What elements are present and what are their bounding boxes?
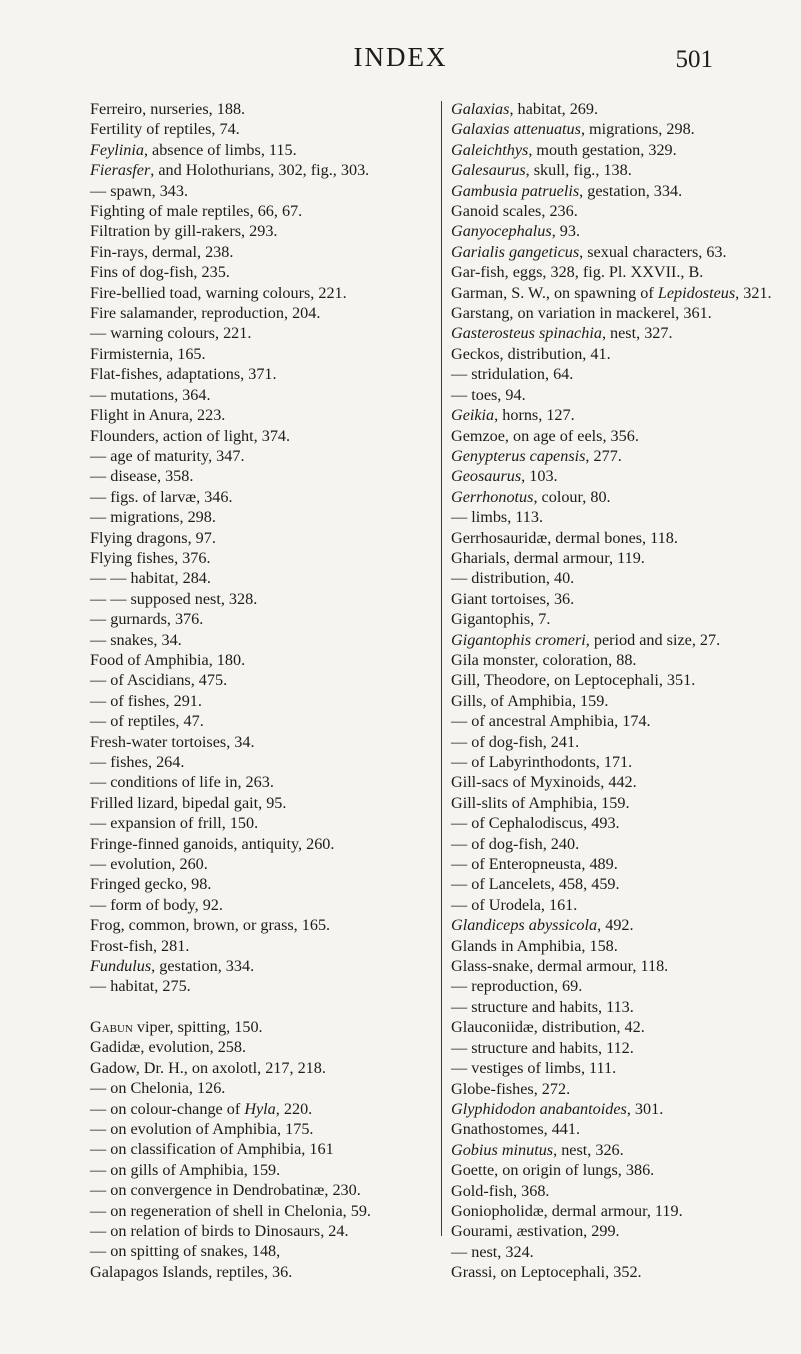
- index-entry: Gnathostomes, 441.: [451, 1120, 581, 1139]
- index-entry: Gadidæ, evolution, 258.: [90, 1038, 247, 1057]
- index-entry: — of Urodela, 161.: [451, 895, 578, 914]
- index-entry: — of fishes, 291.: [90, 691, 202, 710]
- index-entry: Geckos, distribution, 41.: [451, 344, 611, 363]
- index-entry: Galeichthys, mouth gestation, 329.: [451, 140, 677, 159]
- index-entry: — of reptiles, 47.: [90, 712, 204, 731]
- index-entry: — toes, 94.: [451, 385, 526, 404]
- index-entry: Gabun viper, spitting, 150.: [90, 1017, 263, 1036]
- index-entry: — age of maturity, 347.: [90, 446, 245, 465]
- index-entry: Gigantophis cromeri, period and size, 27.: [451, 630, 721, 649]
- index-entry: Flounders, action of light, 374.: [90, 426, 291, 445]
- index-entry: Goette, on origin of lungs, 386.: [451, 1161, 655, 1180]
- index-entry: Grassi, on Leptocephali, 352.: [451, 1263, 642, 1282]
- index-entry: Gigantophis, 7.: [451, 610, 551, 629]
- running-head-title: INDEX: [353, 42, 448, 72]
- index-entry: — of Cephalodiscus, 493.: [451, 814, 620, 833]
- index-entry: Gold-fish, 368.: [451, 1181, 550, 1200]
- index-entry: Gar-fish, eggs, 328, fig. Pl. XXVII., B.: [451, 263, 704, 282]
- index-entry: — of dog-fish, 240.: [451, 834, 580, 853]
- index-entry: Geikia, horns, 127.: [451, 406, 575, 425]
- index-entry: — figs. of larvæ, 346.: [90, 487, 233, 506]
- index-entry: Gila monster, coloration, 88.: [451, 650, 637, 669]
- index-entry: Geosaurus, 103.: [451, 467, 558, 486]
- index-entry: — fishes, 264.: [90, 753, 185, 771]
- index-entry: Gill, Theodore, on Leptocephali, 351.: [451, 671, 696, 690]
- index-entry: — on gills of Amphibia, 159.: [90, 1160, 281, 1179]
- index-entry: — on colour-change of Hyla, 220.: [90, 1099, 313, 1118]
- index-entry: Filtration by gill-rakers, 293.: [90, 222, 278, 241]
- index-entry: — of Lancelets, 458, 459.: [451, 875, 620, 894]
- index-entry: Food of Amphibia, 180.: [90, 650, 246, 669]
- column-divider: [441, 101, 442, 1236]
- index-entry: Gill-slits of Amphibia, 159.: [451, 793, 630, 812]
- index-entry: — — supposed nest, 328.: [90, 589, 258, 608]
- index-entry: — expansion of frill, 150.: [90, 814, 259, 833]
- index-entry: Gasterosteus spinachia, nest, 327.: [451, 324, 673, 343]
- index-entry: Ganyocephalus, 93.: [451, 222, 581, 241]
- index-entry: Glauconiidæ, distribution, 42.: [451, 1018, 645, 1037]
- index-entry: Fin-rays, dermal, 238.: [90, 242, 234, 261]
- index-entry: — of dog-fish, 241.: [451, 732, 580, 751]
- index-entry: — structure and habits, 113.: [451, 997, 634, 1016]
- index-entry: — distribution, 40.: [451, 569, 575, 588]
- index-entry: Frost-fish, 281.: [90, 936, 190, 955]
- index-entry: — of Enteropneusta, 489.: [451, 855, 618, 874]
- index-entry: Flat-fishes, adaptations, 371.: [90, 365, 277, 384]
- page-header: [0, 42, 801, 82]
- index-entry: Garman, S. W., on spawning of Lepidosteus, 321.: [451, 283, 772, 302]
- index-entry: Fresh-water tortoises, 34.: [90, 732, 255, 751]
- index-entry: Flying fishes, 376.: [90, 548, 211, 567]
- index-entry: Fundulus, gestation, 334.: [90, 957, 255, 976]
- index-entry: — migrations, 298.: [90, 508, 216, 527]
- page-number: 501: [675, 46, 713, 73]
- section-gap: [90, 997, 420, 1017]
- index-entry: Gambusia patruelis, gestation, 334.: [451, 181, 683, 200]
- index-entry: Fierasfer, and Holothurians, 302, fig., 303.: [90, 161, 370, 180]
- index-entry: — of Labyrinthodonts, 171.: [451, 753, 633, 771]
- index-entry: Fins of dog-fish, 235.: [90, 263, 230, 282]
- index-entry: Gerrhosauridæ, dermal bones, 118.: [451, 528, 678, 547]
- index-entry: — limbs, 113.: [451, 508, 544, 527]
- index-entry: Giant tortoises, 36.: [451, 589, 575, 608]
- index-entry: Frog, common, brown, or grass, 165.: [90, 916, 331, 935]
- index-entry: Fringed gecko, 98.: [90, 875, 212, 894]
- index-entry: — warning colours, 221.: [90, 324, 252, 343]
- index-entry: Fringe-finned ganoids, antiquity, 260.: [90, 834, 335, 853]
- index-entry: Glands in Amphibia, 158.: [451, 936, 618, 955]
- index-entry: — on evolution of Amphibia, 175.: [90, 1119, 314, 1138]
- index-entry: Feylinia, absence of limbs, 115.: [90, 140, 297, 159]
- index-entry: — reproduction, 69.: [451, 977, 583, 996]
- index-entry: Glass-snake, dermal armour, 118.: [451, 957, 669, 976]
- index-entry: Frilled lizard, bipedal gait, 95.: [90, 793, 287, 812]
- index-entry: Galaxias attenuatus, migrations, 298.: [451, 120, 695, 139]
- index-entry: — of ancestral Amphibia, 174.: [451, 712, 651, 731]
- index-entry: Gharials, dermal armour, 119.: [451, 548, 645, 567]
- index-entry: Gills, of Amphibia, 159.: [451, 691, 609, 710]
- index-entry: Gourami, æstivation, 299.: [451, 1222, 620, 1241]
- index-entry: Gill-sacs of Myxinoids, 442.: [451, 773, 637, 792]
- index-entry: Flying dragons, 97.: [90, 528, 216, 547]
- index-entry: — on spitting of snakes, 148,: [90, 1242, 281, 1261]
- index-entry: — spawn, 343.: [90, 181, 189, 200]
- index-entry: — snakes, 34.: [90, 630, 182, 649]
- index-entry: — of Ascidians, 475.: [90, 671, 228, 690]
- index-entry: Galapagos Islands, reptiles, 36.: [90, 1262, 293, 1281]
- index-entry: — conditions of life in, 263.: [90, 773, 274, 792]
- index-entry: Gerrhonotus, colour, 80.: [451, 487, 611, 506]
- index-entry: — disease, 358.: [90, 467, 194, 486]
- index-entry: Firmisternia, 165.: [90, 344, 206, 363]
- index-entry: Gemzoe, on age of eels, 356.: [451, 426, 639, 445]
- index-entry: — form of body, 92.: [90, 895, 223, 914]
- index-entry: Fire-bellied toad, warning colours, 221.: [90, 283, 347, 302]
- index-entry: — mutations, 364.: [90, 385, 211, 404]
- index-entry: Fire salamander, reproduction, 204.: [90, 304, 321, 323]
- index-entry: Galesaurus, skull, fig., 138.: [451, 161, 632, 180]
- index-entry: Ferreiro, nurseries, 188.: [90, 100, 246, 118]
- index-entry: — nest, 324.: [451, 1242, 534, 1261]
- index-entry: — on regeneration of shell in Chelonia, 59.: [90, 1201, 371, 1220]
- index-entry: — structure and habits, 112.: [451, 1038, 634, 1057]
- index-entry: — gurnards, 376.: [90, 610, 204, 629]
- index-entry: — on Chelonia, 126.: [90, 1079, 226, 1098]
- index-entry: — habitat, 275.: [90, 977, 191, 996]
- index-entry: Garstang, on variation in mackerel, 361.: [451, 304, 712, 323]
- index-entry: Flight in Anura, 223.: [90, 406, 226, 425]
- index-entry: — on convergence in Dendrobatinæ, 230.: [90, 1181, 361, 1200]
- index-entry: — vestiges of limbs, 111.: [451, 1059, 617, 1078]
- index-column-left: [90, 99, 420, 1282]
- index-entry: Garialis gangeticus, sexual characters, 63.: [451, 242, 727, 261]
- index-entry: Gobius minutus, nest, 326.: [451, 1140, 624, 1159]
- index-entry: Ganoid scales, 236.: [451, 202, 578, 221]
- index-entry: — evolution, 260.: [90, 855, 208, 874]
- index-entry: — on classification of Amphibia, 161: [90, 1140, 334, 1159]
- index-entry: — stridulation, 64.: [451, 365, 574, 384]
- index-entry: Fertility of reptiles, 74.: [90, 120, 240, 139]
- index-entry: Goniopholidæ, dermal armour, 119.: [451, 1201, 683, 1220]
- index-entry: — — habitat, 284.: [90, 569, 211, 588]
- index-entry: Glandiceps abyssicola, 492.: [451, 916, 634, 935]
- index-entry: Galaxias, habitat, 269.: [451, 100, 599, 118]
- index-entry: Globe-fishes, 272.: [451, 1079, 571, 1098]
- index-entry: Glyphidodon anabantoides, 301.: [451, 1099, 664, 1118]
- index-entry: Gadow, Dr. H., on axolotl, 217, 218.: [90, 1058, 326, 1077]
- index-entry: — on relation of birds to Dinosaurs, 24.: [90, 1221, 349, 1240]
- index-entry: Genypterus capensis, 277.: [451, 446, 622, 465]
- index-column-right: [451, 99, 781, 1283]
- index-entry: Fighting of male reptiles, 66, 67.: [90, 202, 303, 221]
